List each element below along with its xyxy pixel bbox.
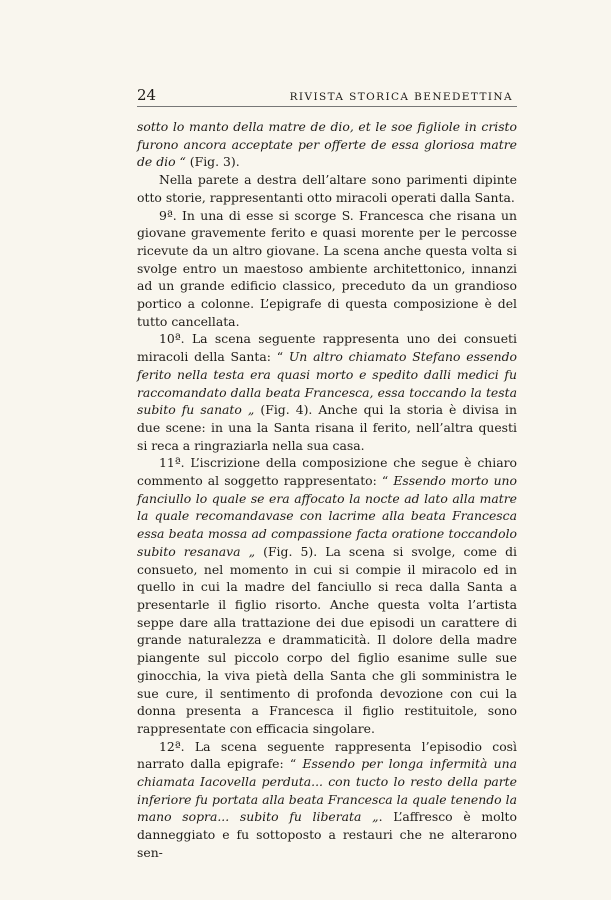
text-run: 12ª. La scena seguente rappresenta l’episodio così narrato dalla epigrafe: “ [137,738,517,772]
body-text [137,118,517,862]
text-run: 11ª. L’iscrizione della composizione che segue è chiaro commento al soggetto rappresentato: “ [137,455,517,489]
text-run: (Fig. 4). Anche qui la storia è divisa in due scene: in una la Santa risana il ferito, nell’altra questi si reca a ringraziarla nella sua casa. [137,402,517,453]
quoted-inscription: Un altro chiamato Stefano essendo ferito nella testa era quasi morto e spedito dalli medici fu raccomandato dalla beata Francesca, essa toccando la testa subito fu sanato „ [137,349,517,418]
header-rule [137,106,517,107]
text-run: 10ª. La scena seguente rappresenta uno dei consueti miracoli della Santa: “ [137,331,517,365]
paragraph [137,207,517,331]
quoted-inscription: Essendo per longa infermità una chiamata Iacovella perduta... con tucto lo resto della parte inferiore fu portata alla beata Francesca la quale tenendo la mano sopra... subito fu liberata „ [137,756,518,825]
page-number: 24 [137,86,157,104]
text-run: . L’affresco è molto danneggiato e fu sottoposto a restauri che ne alterarono sen- [137,809,517,860]
quoted-inscription: Essendo morto uno fanciullo lo quale se era affocato la nocte ad lato alla matre la quale recomandavase con lacrime alla beata Francesca essa beata mossa ad compassione facta oratione toccandolo subito resanava „ [137,473,517,559]
running-head [137,86,515,104]
journal-title: RIVISTA STORICA BENEDETTINA [289,91,513,103]
paragraph [137,171,517,206]
paragraph [137,330,517,454]
paragraph [137,454,517,737]
text-run: Nella parete a destra dell’altare sono parimenti dipinte otto storie, rappresentanti otto miracoli operati dalla Santa. [137,172,517,205]
text-run: 9ª. In una di esse si scorge S. Francesca che risana un giovane gravemente ferito e quasi morente per le percosse ricevute da un altro giovane. La scena anche questa volta si svolge entro un maestoso ambiente architettonico, innanzi ad un grande edificio classico, preceduto da un grandioso portico a colonne. L’epigrafe di questa composizione è del tutto cancellata. [137,207,517,329]
text-run: (Fig. 3). [185,154,240,170]
paragraph [137,118,517,171]
paragraph [137,738,517,862]
text-run: (Fig. 5). La scena si svolge, come di consueto, nel momento in cui si compie il miracolo ed in quello in cui la madre del fanciullo si reca dalla Santa a presentarle il figlio risorto. Anche questa volta l’artista seppe dare alla trattazione dei due episodi un carattere di grande naturalezza e drammaticità. Il dolore della madre piangente sul piccolo corpo del figlio esanime sulle sue ginocchia, la viva pietà della Santa che gli somministra le sue cure, il sentimento di profonda devozione con cui la donna presenta a Francesca il figlio restituitole, sono rappresentate con efficacia singolare. [137,543,517,736]
quoted-inscription: sotto lo manto della matre de dio, et le soe figliole in cristo furono ancora acceptate per offerte de essa gloriosa matre de dio “ [137,119,517,170]
